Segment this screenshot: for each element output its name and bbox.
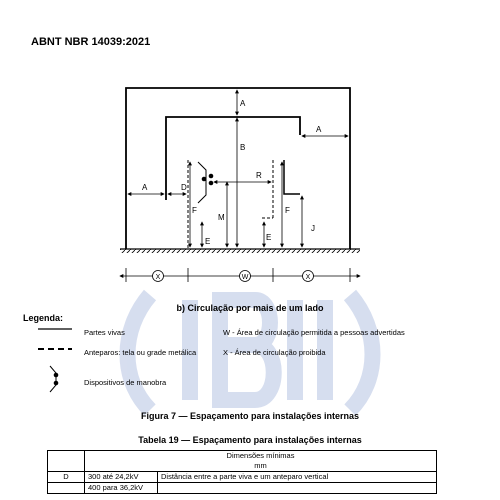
label-j: J	[311, 224, 315, 233]
label-a-top: A	[240, 99, 246, 108]
label-d: D	[181, 183, 187, 192]
table-cell-code	[48, 483, 85, 494]
legend-w-definition: W - Área de circulação permitida a pessoas advertidas	[223, 328, 405, 337]
table-header-line1: Dimensões mínimas	[226, 451, 295, 460]
legend-item-switch-devices: Dispositivos de manobra	[84, 378, 167, 387]
document-header: ABNT NBR 14039:2021	[31, 36, 151, 48]
table-cell-voltage: 300 até 24,2kV	[85, 472, 158, 483]
table-header-line2: mm	[254, 461, 267, 470]
switch-device-icon	[46, 365, 66, 393]
dashed-line-icon	[36, 345, 76, 353]
label-e-right: E	[266, 233, 272, 242]
live-part-outer	[126, 88, 350, 249]
table-cell-code: D	[48, 472, 85, 483]
label-f-right: F	[285, 206, 290, 215]
table-cell-description	[158, 483, 437, 494]
dimension-lines	[120, 90, 360, 282]
label-f-left: F	[192, 206, 197, 215]
zone-label-w: W	[241, 274, 249, 281]
table-row	[48, 472, 437, 483]
solid-line-icon	[36, 325, 76, 333]
table-cell-description: Distância entre a parte viva e um anteparo vertical	[158, 472, 437, 483]
figure-subcaption: b) Circulação por mais de um lado	[176, 303, 324, 313]
table-header-row	[48, 451, 437, 472]
table-header	[85, 451, 437, 472]
label-m: M	[218, 213, 225, 222]
label-b: B	[240, 143, 246, 152]
legend-item-barriers: Anteparos: tela ou grade metálica	[84, 348, 197, 357]
spacing-table	[47, 450, 437, 494]
legend-title: Legenda:	[23, 313, 64, 323]
switch-device-icon	[198, 162, 213, 203]
legend-x-definition: X - Área de circulação proibida	[223, 348, 326, 357]
table-cell-voltage: 400 para 36,2kV	[85, 483, 158, 494]
live-part-right	[284, 160, 300, 194]
floor-hatch	[120, 249, 360, 253]
figure-caption: Figura 7 — Espaçamento para instalações internas	[140, 411, 360, 421]
zone-label-x-left: X	[155, 274, 161, 281]
zone-label-x-right: X	[305, 274, 311, 281]
label-a-left: A	[142, 183, 148, 192]
legend-item-live-parts: Partes vivas	[84, 328, 125, 337]
label-r: R	[256, 171, 262, 180]
table-caption: Tabela 19 — Espaçamento para instalações internas	[138, 435, 362, 445]
label-a-right: A	[316, 125, 322, 134]
label-e-left: E	[205, 237, 211, 246]
table-row	[48, 483, 437, 494]
